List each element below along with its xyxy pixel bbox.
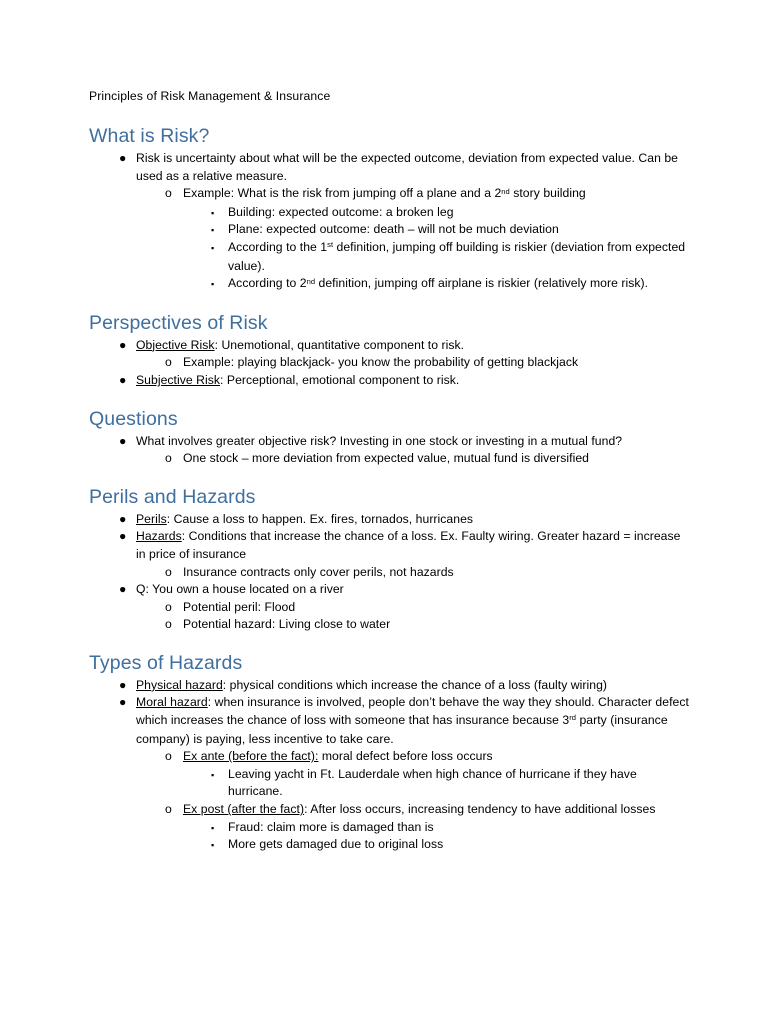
section-heading: Perils and Hazards xyxy=(89,485,256,508)
underlined-term: Physical hazard xyxy=(136,677,223,692)
bullet-text xyxy=(183,616,692,634)
bullet-text xyxy=(183,564,692,582)
bullet-item xyxy=(89,616,692,634)
text-run: story building xyxy=(509,186,586,201)
bullet-item xyxy=(89,450,692,468)
text-run: According to the 1 xyxy=(228,239,328,254)
text-run: Insurance contracts only cover perils, not hazards xyxy=(183,564,454,579)
bullet-disc-icon: ● xyxy=(119,582,127,597)
underlined-term: Perils xyxy=(136,511,167,526)
bullet-circle-icon: o xyxy=(165,599,172,614)
bullet-item xyxy=(89,433,692,451)
bullet-item xyxy=(89,694,692,748)
text-run: Leaving yacht in Ft. Lauderdale when high chance of hurricane if they have hurricane. xyxy=(228,766,637,799)
bullet-item xyxy=(89,766,692,801)
bullet-item xyxy=(89,801,692,819)
bullet-text xyxy=(183,748,692,766)
document-section xyxy=(89,124,692,294)
bullet-disc-icon: ● xyxy=(119,677,127,692)
text-run: One stock – more deviation from expected value, mutual fund is diversified xyxy=(183,451,590,466)
document-section xyxy=(89,651,692,854)
bullet-list xyxy=(89,337,692,390)
text-run: : when insurance is involved, people don’t behave the way they should. Character defect which increases the chance of loss with someone that has insurance because 3 xyxy=(136,695,689,728)
underlined-term: Hazards xyxy=(136,529,182,544)
section-heading: What is Risk? xyxy=(89,125,210,147)
bullet-item xyxy=(89,221,692,239)
text-run: Example: playing blackjack- you know the probability of getting blackjack xyxy=(183,355,579,370)
text-run: Risk is uncertainty about what will be the expected outcome, deviation from expected value. Can be used as a relative measure. xyxy=(136,151,679,183)
bullet-list xyxy=(89,150,692,294)
bullet-square-icon: ▪ xyxy=(211,207,215,218)
bullet-disc-icon: ● xyxy=(119,529,127,544)
bullet-text xyxy=(136,528,692,563)
text-run: Example: What is the risk from jumping off a plane and a 2 xyxy=(183,186,502,201)
bullet-item xyxy=(89,581,692,599)
bullet-item xyxy=(89,836,692,854)
bullet-disc-icon: ● xyxy=(119,511,127,526)
bullet-text xyxy=(136,150,692,185)
bullet-circle-icon: o xyxy=(165,802,172,817)
text-run: Building: expected outcome: a broken leg xyxy=(228,204,454,219)
bullet-circle-icon: o xyxy=(165,355,172,370)
bullet-circle-icon: o xyxy=(165,451,172,466)
bullet-item xyxy=(89,275,692,294)
text-run: Q: You own a house located on a river xyxy=(136,582,344,597)
underlined-term: Ex ante (before the fact): xyxy=(183,749,319,764)
text-run: : Conditions that increase the chance of a loss. Ex. Faulty wiring. Greater hazard = increase in price of insurance xyxy=(136,529,681,561)
bullet-circle-icon: o xyxy=(165,186,172,201)
document-section xyxy=(89,407,692,468)
text-run: definition, jumping off airplane is riskier (relatively more risk). xyxy=(315,276,649,291)
bullet-text xyxy=(228,766,692,801)
bullet-disc-icon: ● xyxy=(119,337,127,352)
bullet-text xyxy=(136,511,692,529)
underlined-term: Subjective Risk xyxy=(136,372,221,387)
bullet-disc-icon: ● xyxy=(119,151,127,165)
text-run: : physical conditions which increase the chance of a loss (faulty wiring) xyxy=(222,677,608,692)
text-run: Plane: expected outcome: death – will not be much deviation xyxy=(228,222,559,237)
text-run: definition, jumping off building is riskier (deviation from expected value). xyxy=(228,239,686,273)
bullet-text xyxy=(228,836,692,854)
bullet-item xyxy=(89,819,692,837)
document-section xyxy=(89,311,692,390)
bullet-item xyxy=(89,354,692,372)
text-run: : Perceptional, emotional component to risk. xyxy=(220,372,460,387)
bullet-disc-icon: ● xyxy=(119,695,127,710)
text-run: What involves greater objective risk? Investing in one stock or investing in a mutual fund? xyxy=(136,433,623,448)
underlined-term: Objective Risk xyxy=(136,337,215,352)
bullet-text xyxy=(136,372,692,390)
bullet-item xyxy=(89,748,692,766)
text-run: : After loss occurs, increasing tendency to have additional losses xyxy=(304,802,656,817)
bullet-item xyxy=(89,511,692,529)
bullet-circle-icon: o xyxy=(165,749,172,764)
text-run: According to 2 xyxy=(228,276,307,291)
bullet-square-icon: ▪ xyxy=(211,242,215,253)
section-heading: Perspectives of Risk xyxy=(89,311,268,334)
bullet-text xyxy=(183,599,692,617)
bullet-text xyxy=(228,239,692,275)
text-run: : Unemotional, quantitative component to risk. xyxy=(214,337,465,352)
document-header-line: Principles of Risk Management & Insurance xyxy=(89,89,331,103)
bullet-square-icon: ▪ xyxy=(211,822,215,833)
text-run: More gets damaged due to original loss xyxy=(228,837,444,852)
text-run: moral defect before loss occurs xyxy=(318,749,493,764)
bullet-square-icon: ▪ xyxy=(211,279,215,290)
bullet-text xyxy=(183,801,692,819)
bullet-circle-icon: o xyxy=(165,617,172,632)
bullet-list xyxy=(89,433,692,468)
bullet-item xyxy=(89,150,692,185)
bullet-item xyxy=(89,564,692,582)
document-section xyxy=(89,485,692,634)
bullet-disc-icon: ● xyxy=(119,433,127,448)
text-run: Potential peril: Flood xyxy=(183,599,296,614)
underlined-term: Ex post (after the fact) xyxy=(183,802,305,817)
bullet-list xyxy=(89,511,692,634)
bullet-square-icon: ▪ xyxy=(211,840,215,851)
document-body xyxy=(89,124,692,854)
bullet-item xyxy=(89,677,692,695)
bullet-text xyxy=(183,185,692,204)
bullet-text xyxy=(136,677,692,695)
bullet-text xyxy=(228,275,692,294)
bullet-text xyxy=(183,354,692,372)
text-run: Potential hazard: Living close to water xyxy=(183,617,391,632)
bullet-text xyxy=(183,450,692,468)
bullet-disc-icon: ● xyxy=(119,372,127,387)
section-heading: Questions xyxy=(89,407,178,430)
bullet-square-icon: ▪ xyxy=(211,769,215,780)
text-run: Fraud: claim more is damaged than is xyxy=(228,819,434,834)
bullet-item xyxy=(89,372,692,390)
bullet-text xyxy=(228,204,692,222)
bullet-text xyxy=(228,221,692,239)
bullet-list xyxy=(89,677,692,854)
text-run: party (insurance company) is paying, less incentive to take care. xyxy=(136,713,668,746)
bullet-item xyxy=(89,239,692,275)
text-run: : Cause a loss to happen. Ex. fires, tornados, hurricanes xyxy=(166,511,474,526)
bullet-text xyxy=(228,819,692,837)
superscript: st xyxy=(327,240,334,250)
bullet-item xyxy=(89,185,692,204)
bullet-item xyxy=(89,528,692,563)
superscript: nd xyxy=(306,276,316,286)
bullet-circle-icon: o xyxy=(165,564,172,579)
bullet-text xyxy=(136,337,692,355)
bullet-item xyxy=(89,204,692,222)
bullet-item xyxy=(89,337,692,355)
section-heading: Types of Hazards xyxy=(89,651,243,674)
superscript: rd xyxy=(569,713,577,723)
bullet-text xyxy=(136,694,692,748)
bullet-item xyxy=(89,599,692,617)
underlined-term: Moral hazard xyxy=(136,695,208,710)
bullet-text xyxy=(136,433,692,451)
bullet-square-icon: ▪ xyxy=(211,225,215,236)
bullet-text xyxy=(136,581,692,599)
superscript: nd xyxy=(501,186,510,196)
